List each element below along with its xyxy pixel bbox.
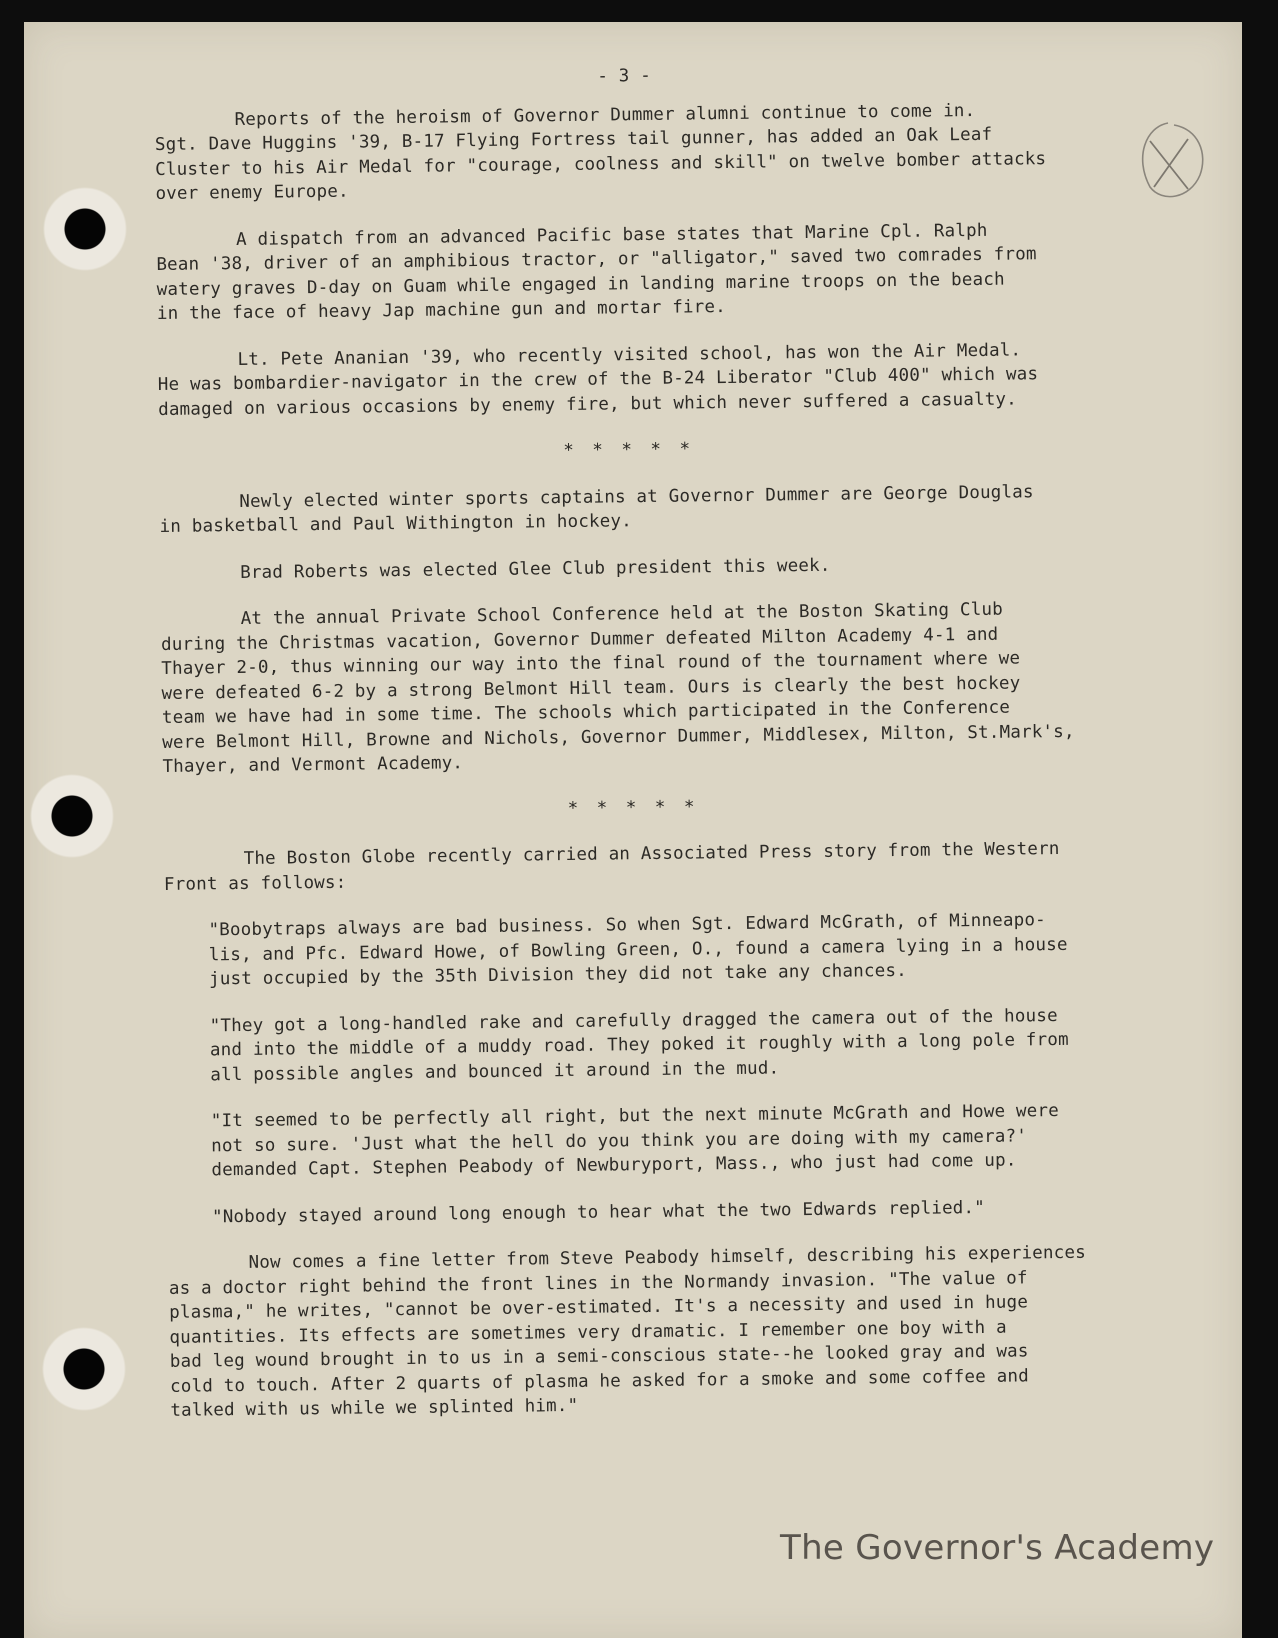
section-separator: * * * * * xyxy=(567,796,699,819)
paragraph-glee-club: Brad Roberts was elected Glee Club president this week. xyxy=(240,555,831,583)
page-number: - 3 - xyxy=(597,65,652,87)
paragraph-peabody-letter: Now comes a fine letter from Steve Peabody himself, describing his experiences as a doctor right behind the front lines in the Normandy invasion. "The value of plasma," he writes, "cannot be over-estimated. It's a necessity and used in huge quantities. Its effects are sometimes very dramatic. I remember one boy with a bad leg wound brought in to us in a semi-conscious state--he looked gray and was cold to touch. After 2 quarts of plasma he asked for a smoke and some coffee and talked with us while we splinted him." xyxy=(168,1242,1087,1421)
watermark: The Governor's Academy xyxy=(780,1528,1215,1568)
document-page xyxy=(24,22,1242,1638)
punch-hole xyxy=(42,1327,126,1411)
paragraph-ananian: Lt. Pete Ananian '39, who recently visited school, has won the Air Medal. He was bombardier-navigator in the crew of the B-24 Liberator "Club 400" which was damaged on various occasions by enemy fire, but which never suffered a casualty. xyxy=(157,339,1039,420)
paragraph-huggins: Reports of the heroism of Governor Dummer alumni continue to come in. Sgt. Dave Huggins '39, B-17 Flying Fortress tail gunner, has added an Oak Leaf Cluster to his Air Medal for "courage, coolness and skill" on twelve bomber attacks over enemy Europe. xyxy=(154,100,1047,204)
punch-hole xyxy=(43,187,127,271)
paragraph-captains: Newly elected winter sports captains at Governor Dummer are George Douglas in basketball and Paul Withington in hockey. xyxy=(159,481,1034,537)
paragraph-hockey-conference: At the annual Private School Conference held at the Boston Skating Club during the Christmas vacation, Governor Dummer defeated Milton Academy 4-1 and Thayer 2-0, thus winning our way into the final round of the tournament where we were defeated 6-2 by a strong Belmont Hill team. Ours is clearly the best hockey team we have had in some time. The schools which participated in the Conference were Belmont Hill, Browne and Nichols, Governor Dummer, Middlesex, Milton, St.Mark's, Thayer, and Vermont Academy. xyxy=(160,599,1075,777)
punch-hole xyxy=(30,774,114,858)
quote-paragraph: "They got a long-handled rake and carefully dragged the camera out of the house and into the middle of a muddy road. They poked it roughly with a long pole from all possible angles and bounced it around in the mud. xyxy=(209,1005,1069,1085)
paragraph-globe-intro: The Boston Globe recently carried an Associated Press story from the Western Front as follows: xyxy=(163,838,1060,895)
quote-paragraph: "Nobody stayed around long enough to hear what the two Edwards replied." xyxy=(211,1197,986,1227)
section-separator: * * * * * xyxy=(563,439,695,462)
paragraph-bean: A dispatch from an advanced Pacific base states that Marine Cpl. Ralph Bean '38, driver of an amphibious tractor, or "alligator," saved two comrades from watery graves D-day on Guam while engaged in landing marine troops on the beach in the face of heavy Jap machine gun and mortar fire. xyxy=(156,220,1037,324)
typewritten-text xyxy=(154,58,1191,1446)
quote-paragraph: "Boobytraps always are bad business. So when Sgt. Edward McGrath, of Minneapo- lis, and Pfc. Edward Howe, of Bowling Green, O., found a camera lying in a house just occupied by the 35th Division they did not take any chances. xyxy=(208,910,1068,990)
quote-paragraph: "It seemed to be perfectly all right, but the next minute McGrath and Howe were not so sure. 'Just what the hell do you think you are doing with my camera?' demanded Capt. Stephen Peabody of Newburyport, Mass., who just had come up. xyxy=(210,1101,1060,1181)
